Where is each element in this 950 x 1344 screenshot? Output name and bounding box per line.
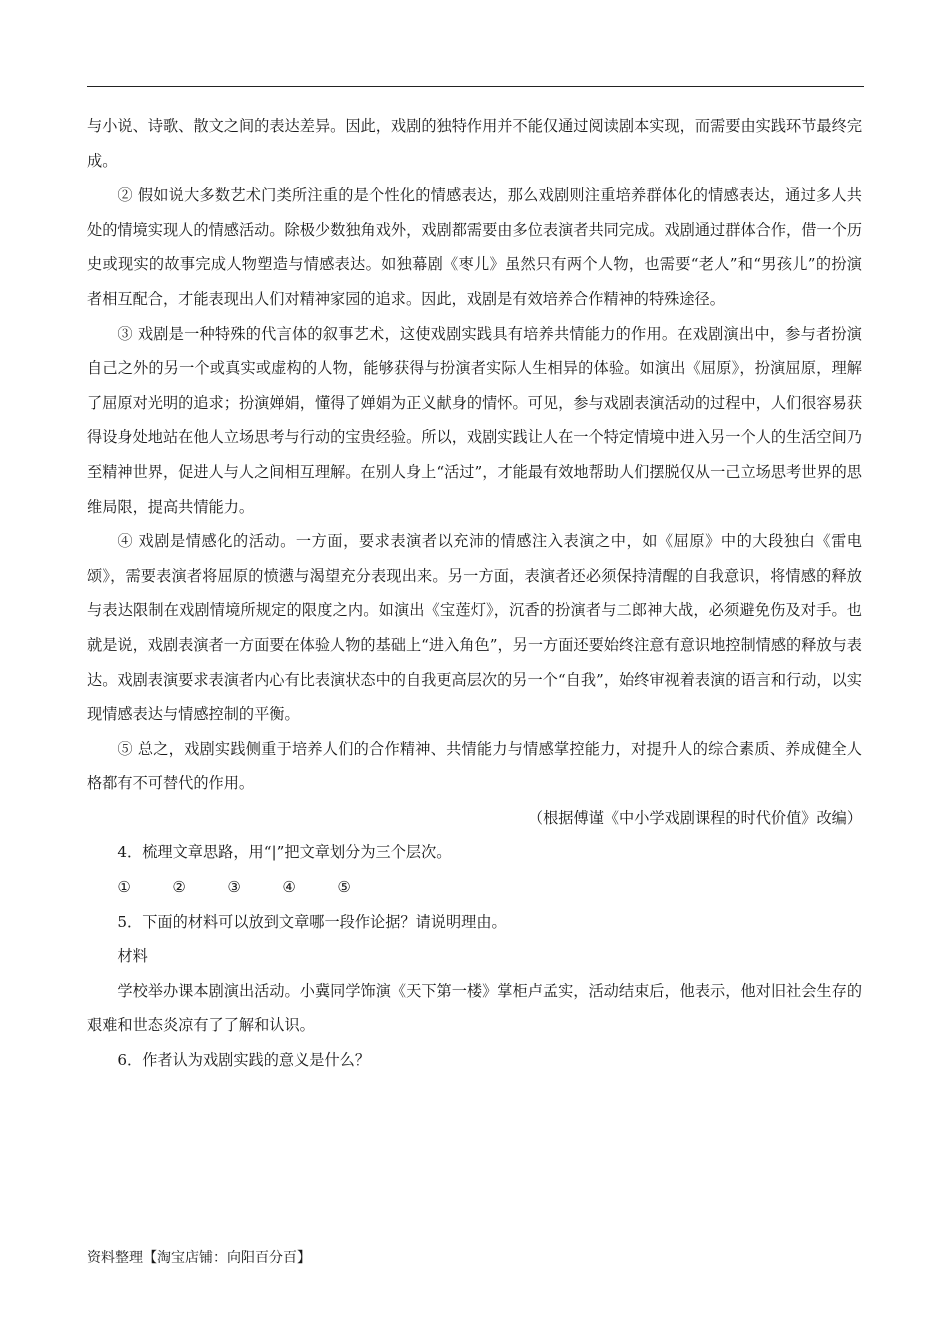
paragraph-3: ③ 戏剧是一种特殊的代言体的叙事艺术，这使戏剧实践具有培养共情能力的作用。在戏剧演出中，参与者扮演自己之外的另一个或真实或虚构的人物，能够获得与扮演者实际人生相异的体验。如演出《屈原》，扮演屈原，理解了屈原对光明的追求；扮演婵娟，懂得了婵娟为正义献身的情怀。可见，参与戏剧表演活动的过程中，人们很容易获得设身处地站在他人立场思考与行动的宝贵经验。所以，戏剧实践让人在一个特定情境中进入另一个人的生活空间乃至精神世界，促进人与人之间相互理解。在别人身上“活过”，才能最有效地帮助人们摆脱仅从一己立场思考世界的思维局限，提高共情能力。: [87, 324, 862, 516]
question-4-options: [87, 870, 862, 905]
document-body: [87, 109, 862, 1078]
source-citation: （根据傅谨《中小学戏剧课程的时代价值》改编）: [527, 808, 862, 827]
paragraph-4: ④ 戏剧是情感化的活动。一方面，要求表演者以充沛的情感注入表演之中，如《屈原》中的大段独白《雷电颂》，需要表演者将屈原的愤懑与渴望充分表现出来。另一方面，表演者还必须保持清醒的自我意识，将情感的释放与表达限制在戏剧情境所规定的限度之内。如演出《宝莲灯》，沉香的扮演者与二郎神大战，必须避免伤及对手。也就是说，戏剧表演者一方面要在体验人物的基础上“进入角色”，另一方面还要始终注意有意识地控制情感的释放与表达。戏剧表演要求表演者内心有比表演状态中的自我更高层次的另一个“自我”，始终审视着表演的语言和行动，以实现情感表达与情感控制的平衡。: [87, 532, 862, 724]
paragraph-2: ② 假如说大多数艺术门类所注重的是个性化的情感表达，那么戏剧则注重培养群体化的情感表达，通过多人共处的情境实现人的情感活动。除极少数独角戏外，戏剧都需要由多位表演者共同完成。戏剧通过群体合作，借一个历史或现实的故事完成人物塑造与情感表达。如独幕剧《枣儿》虽然只有两个人物，也需要“老人”和“男孩儿”的扮演者相互配合，才能表现出人们对精神家园的追求。因此，戏剧是有效培养合作精神的特殊途径。: [87, 186, 862, 308]
page-footer: 资料整理【淘宝店铺：向阳百分百】: [87, 1250, 311, 1266]
option-3: ③: [227, 878, 242, 897]
question-4: 4．梳理文章思路，用“|”把文章划分为三个层次。: [117, 843, 452, 862]
question-5: 5．下面的材料可以放到文章哪一段作论据？请说明理由。: [117, 912, 507, 931]
paragraph-1-continued: 与小说、诗歌、散文之间的表达差异。因此，戏剧的独特作用并不能仅通过阅读剧本实现，而需要由实践环节最终完成。: [87, 117, 862, 170]
material-text: 学校举办课本剧演出活动。小冀同学饰演《天下第一楼》掌柜卢孟实，活动结束后，他表示，他对旧社会生存的艰难和世态炎凉有了了解和认识。: [87, 981, 862, 1035]
question-6: 6．作者认为戏剧实践的意义是什么？: [117, 1051, 371, 1070]
option-5: ⑤: [337, 878, 352, 897]
option-2: ②: [172, 878, 187, 897]
material-label: 材料: [117, 947, 148, 966]
header-rule: [87, 86, 864, 87]
paragraph-5: ⑤ 总之，戏剧实践侧重于培养人们的合作精神、共情能力与情感掌控能力，对提升人的综合素质、养成健全人格都有不可替代的作用。: [87, 739, 862, 793]
option-4: ④: [282, 878, 297, 897]
option-1: ①: [117, 878, 132, 897]
